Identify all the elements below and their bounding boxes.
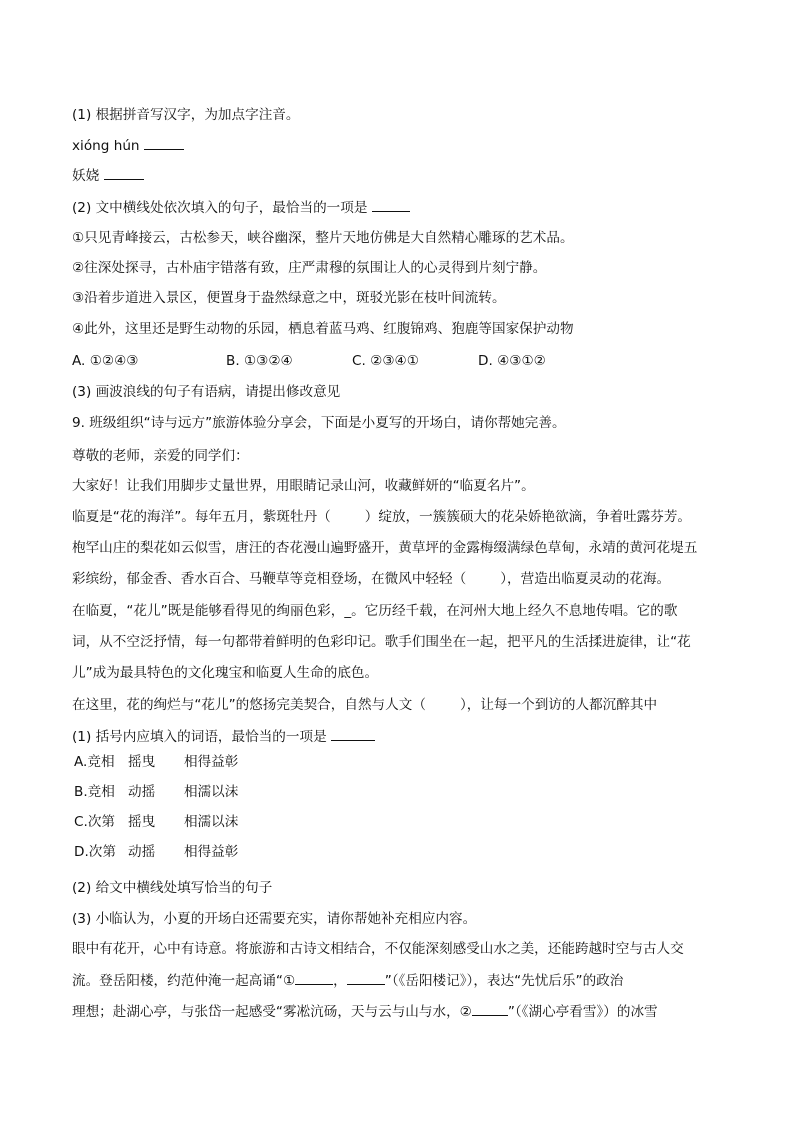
question-8-part-2	[72, 198, 410, 217]
pinyin-text: xióng hún	[72, 138, 140, 154]
sentence-4: ④此外，这里还是野生动物的乐园，栖息着蓝马鸡、红腹锦鸡、狍鹿等国家保护动物	[72, 321, 574, 337]
passage-line: 在临夏，“花儿”既是能够看得见的绚丽色彩，_。它历经千载，在河州大地上经久不息地传唱。它的歌	[72, 603, 678, 619]
choice-word: 动摇	[128, 784, 156, 800]
choice-a[interactable]	[74, 753, 238, 771]
question-9-part-2: (2) 给文中横线处填写恰当的句子	[72, 880, 273, 896]
choice-word: 相得益彰	[184, 844, 239, 860]
extension-text: 理想；赴湖心亭，与张岱一起感受“雾凇沆砀，天与云与山与水，②	[72, 1004, 472, 1020]
passage-line: 枹罕山庄的梨花如云似雪，唐汪的杏花漫山遍野盛开，黄草坪的金露梅缀满绿色草甸，永靖的黄河花堤五	[72, 540, 698, 556]
choice-word: 相濡以沫	[184, 784, 239, 800]
question-8-part-1: (1) 根据拼音写汉字，为加点字注音。	[72, 107, 300, 123]
answer-blank[interactable]	[331, 727, 375, 741]
greeting: 尊敬的老师，亲爱的同学们：	[72, 448, 249, 464]
word-yaorao: 妖娆	[72, 168, 100, 184]
passage-text: ），让每一个到访的人都沉醉其中	[459, 697, 658, 713]
choice-b[interactable]	[74, 783, 238, 801]
question-8-part-2-text: (2) 文中横线处依次填入的句子，最恰当的一项是	[72, 200, 368, 216]
answer-blank[interactable]	[347, 971, 385, 985]
passage-text: 在这里，花的绚烂与“花儿”的悠扬完美契合，自然与人文（	[72, 697, 426, 713]
passage-text: ）绽放，一簇簇硕大的花朵娇艳欲滴，争着吐露芬芳。	[364, 509, 692, 525]
passage-para-2	[72, 508, 691, 526]
extension-text: ”（《岳阳楼记》），表达“先忧后乐”的政治	[384, 973, 624, 989]
choice-word: C.次第	[74, 814, 116, 830]
answer-blank[interactable]	[104, 166, 144, 180]
passage-line: 儿”成为最具特色的文化瑰宝和临夏人生命的底色。	[72, 665, 379, 681]
choice-word: 摇曳	[128, 754, 156, 770]
passage-para-1: 大家好！让我们用脚步丈量世界，用眼睛记录山河，收藏鲜妍的“临夏名片”。	[72, 478, 535, 494]
option-d[interactable]: D. ④③①②	[478, 353, 546, 369]
question-9-part-1	[72, 727, 375, 746]
answer-blank[interactable]	[144, 136, 184, 150]
choice-word: 相得益彰	[184, 754, 239, 770]
word-line	[72, 166, 144, 185]
passage-text: 临夏是“花的海洋”。每年五月，紫斑牡丹（	[72, 509, 331, 525]
pinyin-line	[72, 136, 184, 155]
option-a[interactable]: A. ①②④③	[72, 353, 139, 369]
passage-text: ），营造出临夏灵动的花海。	[500, 571, 671, 587]
choice-d[interactable]	[74, 843, 238, 861]
choice-word: A.竞相	[74, 754, 115, 770]
question-8-part-3: (3) 画波浪线的句子有语病，请提出修改意见	[72, 384, 341, 400]
extension-line	[72, 971, 623, 990]
sentence-2: ②往深处探寻，古朴庙宇错落有致，庄严肃穆的氛围让人的心灵得到片刻宁静。	[72, 260, 547, 276]
question-9-part-3: (3) 小临认为，小夏的开场白还需要充实，请你帮她补充相应内容。	[72, 911, 477, 927]
option-b[interactable]: B. ①③②④	[226, 353, 293, 369]
extension-text: ，	[333, 973, 347, 989]
sentence-3: ③沿着步道进入景区，便置身于盎然绿意之中，斑驳光影在枝叶间流转。	[72, 290, 506, 306]
extension-line: 眼中有花开，心中有诗意。将旅游和古诗文相结合，不仅能深刻感受山水之美，还能跨越时空与古人交	[72, 941, 684, 957]
answer-blank[interactable]	[295, 971, 333, 985]
choice-word: 摇曳	[128, 814, 156, 830]
extension-line	[72, 1002, 658, 1021]
extension-text: ”（《湖心亭看雪》）的冰雪	[507, 1004, 658, 1020]
choice-word: 相濡以沫	[184, 814, 239, 830]
choice-word: B.竞相	[74, 784, 115, 800]
option-c[interactable]: C. ②③④①	[352, 353, 419, 369]
answer-blank[interactable]	[472, 1002, 508, 1016]
passage-text: 彩缤纷，郁金香、香水百合、马鞭草等竞相登场，在微风中轻轻（	[72, 571, 467, 587]
extension-text: 流。登岳阳楼，约范仲淹一起高诵“①	[72, 973, 296, 989]
passage-line	[72, 570, 670, 588]
passage-line: 词，从不空泛抒情，每一句都带着鲜明的色彩印记。歌手们围坐在一起，把平凡的生活揉进旋律，让“花	[72, 634, 691, 650]
answer-blank[interactable]	[372, 198, 410, 212]
question-9: 9. 班级组织“诗与远方”旅游体验分享会，下面是小夏写的开场白，请你帮她完善。	[72, 415, 566, 431]
choice-c[interactable]	[74, 813, 238, 831]
choice-word: D.次第	[74, 844, 116, 860]
question-9-part-1-text: (1) 括号内应填入的词语，最恰当的一项是	[72, 729, 327, 745]
sentence-1: ①只见青峰接云，古松参天，峡谷幽深，整片天地仿佛是大自然精心雕琢的艺术品。	[72, 230, 574, 246]
passage-line	[72, 696, 657, 714]
choice-word: 动摇	[128, 844, 156, 860]
